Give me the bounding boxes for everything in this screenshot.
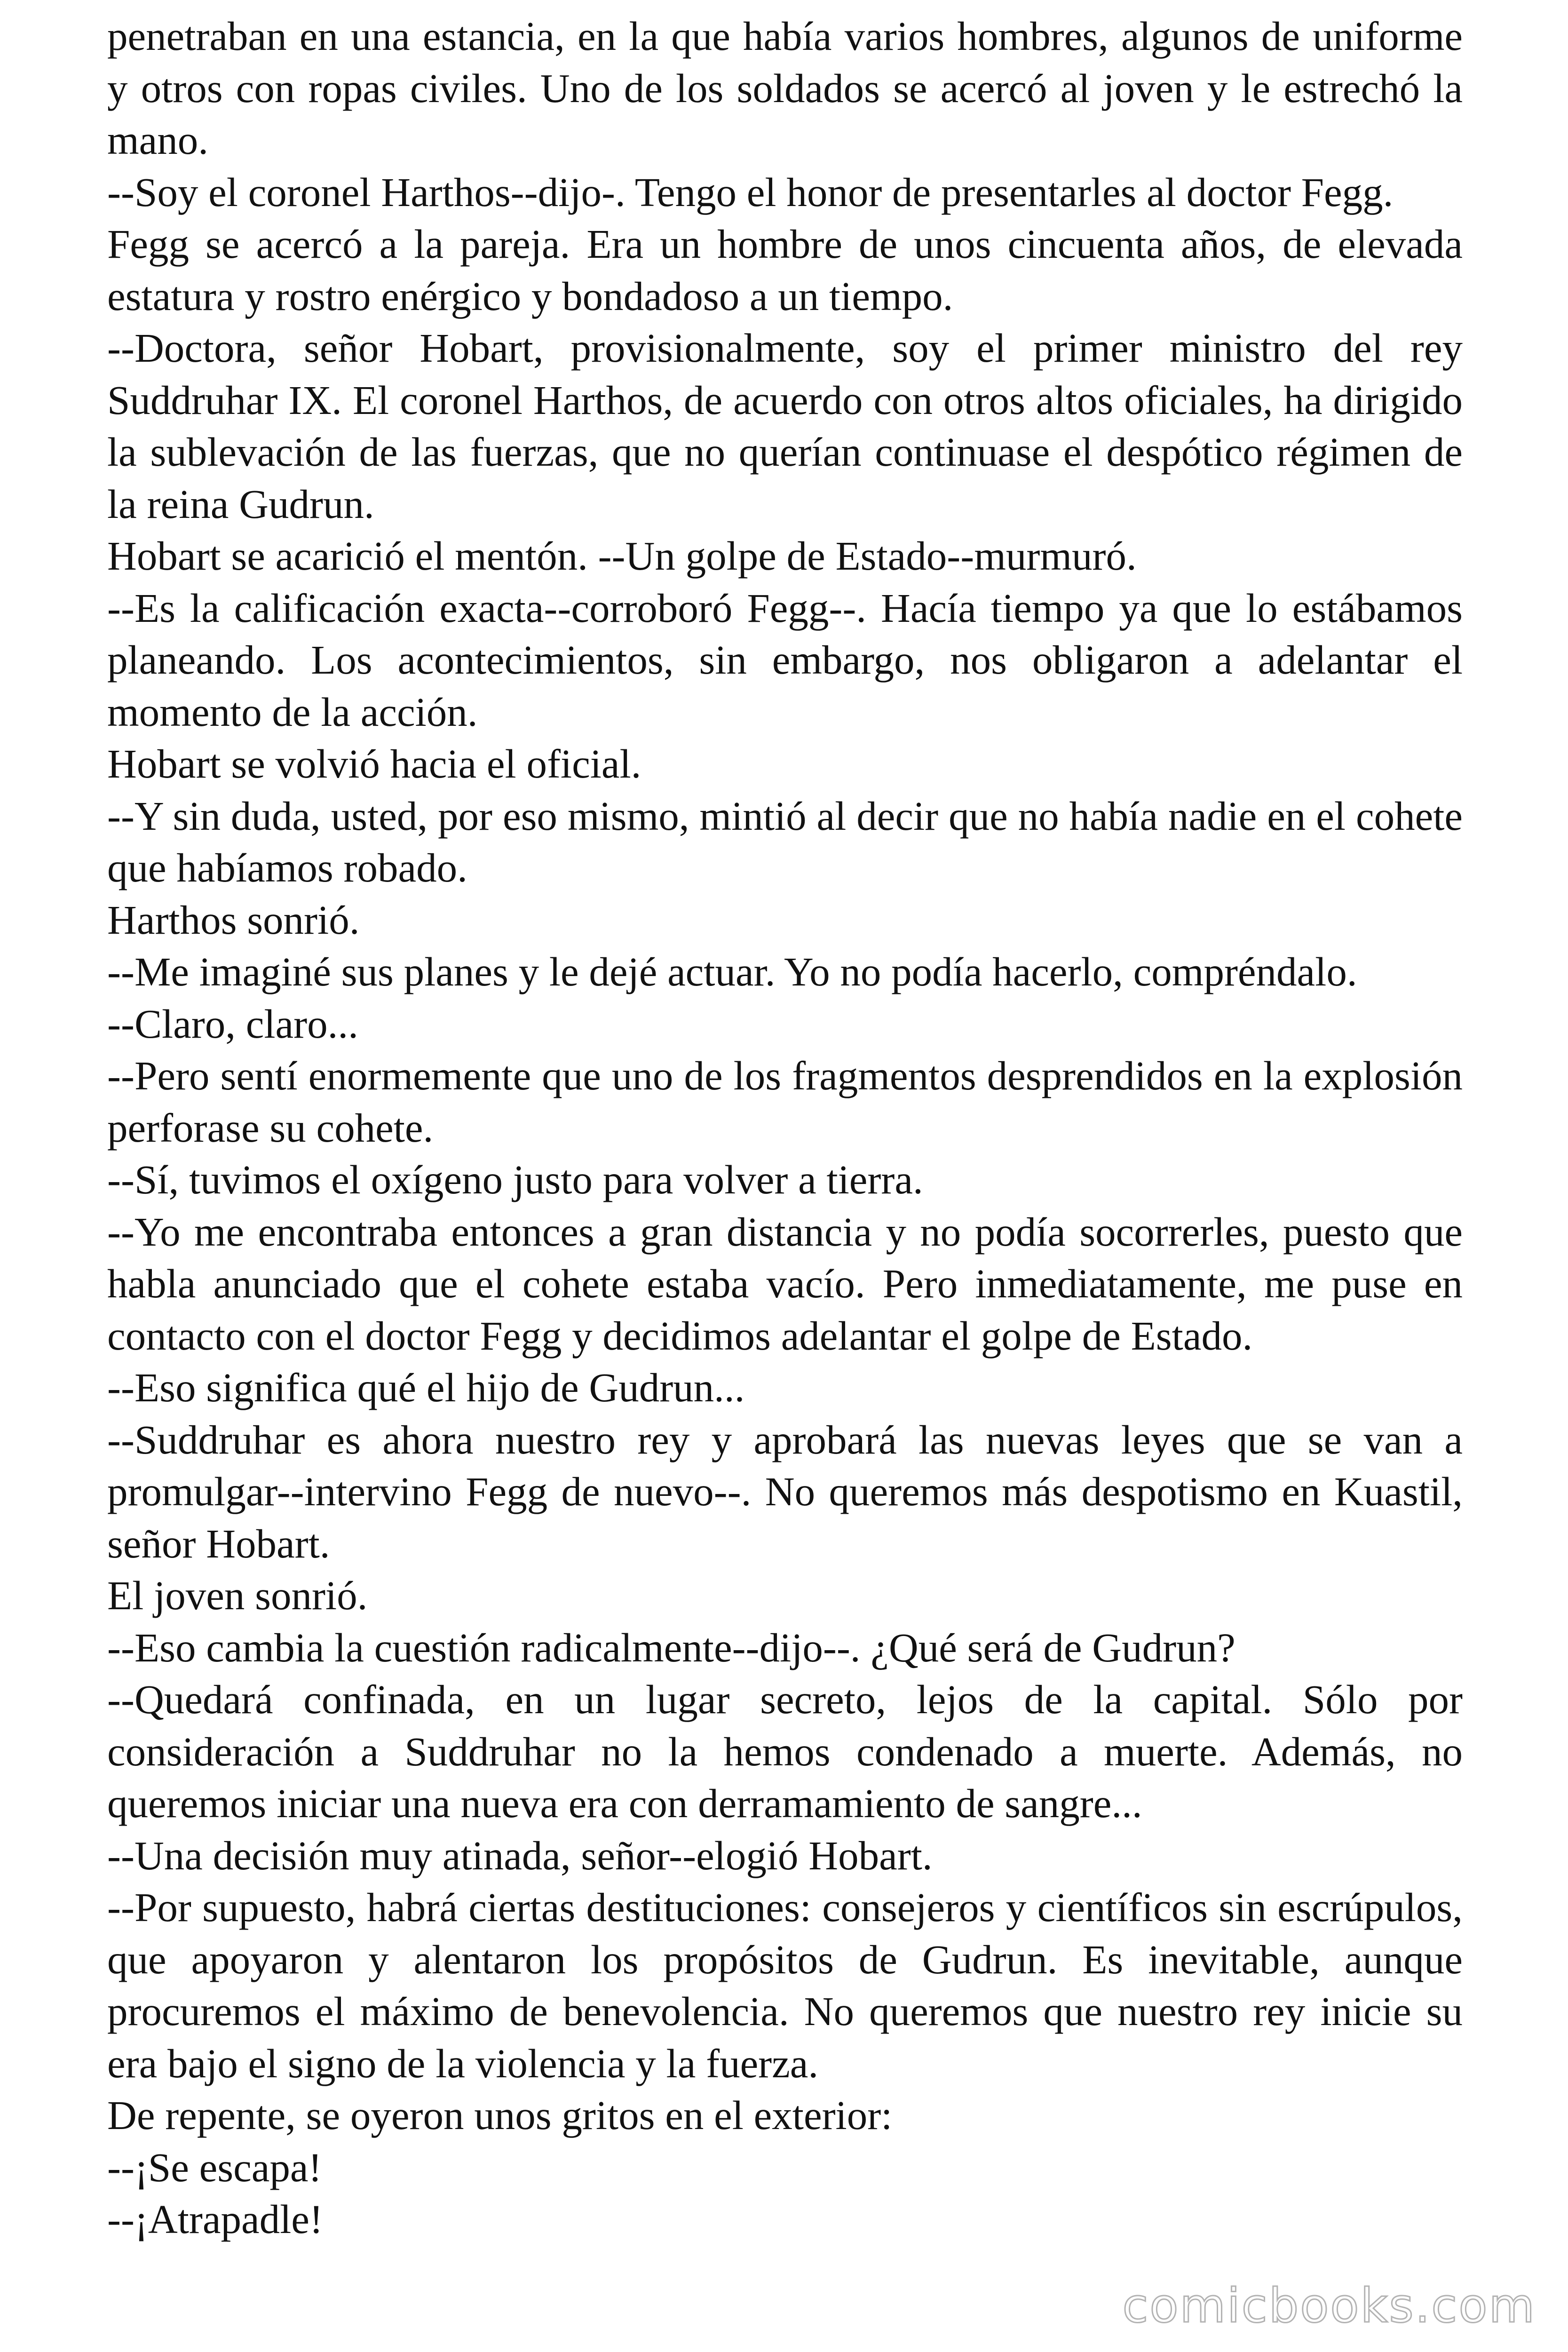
paragraph: --Y sin duda, usted, por eso mismo, mintió al decir que no había nadie en el cohete que habíamos robado. (107, 793, 1463, 890)
paragraph: --Es la calificación exacta--corroboró Fegg--. Hacía tiempo ya que lo estábamos planeando. Los acontecimientos, sin embargo, nos obligaron a adelantar el momento de la acción. (107, 585, 1463, 735)
paragraph: --Eso significa qué el hijo de Gudrun... (107, 1365, 745, 1410)
body-text (107, 10, 1463, 2246)
paragraph: --Yo me encontraba entonces a gran distancia y no podía socorrerles, puesto que habla anunciado que el cohete estaba vacío. Pero inmediatamente, me puse en contacto con el doctor Fegg y decidimos adelantar el golpe de Estado. (107, 1208, 1463, 1359)
paragraph: --Eso cambia la cuestión radicalmente--dijo--. ¿Qué será de Gudrun? (107, 1624, 1235, 1670)
paragraph: Fegg se acercó a la pareja. Era un hombre de unos cincuenta años, de elevada estatura y rostro enérgico y bondadoso a un tiempo. (107, 221, 1463, 319)
paragraph: Hobart se acarició el mentón. --Un golpe de Estado--murmuró. (107, 533, 1137, 579)
paragraph: --Por supuesto, habrá ciertas destituciones: consejeros y científicos sin escrúpulos, que apoyaron y alentaron los propósitos de Gudrun. Es inevitable, aunque procuremos el máximo de benevolencia. No queremos que nuestro rey inicie su era bajo el signo de la violencia y la fuerza. (107, 1884, 1463, 2086)
paragraph: --Doctora, señor Hobart, provisionalmente, soy el primer ministro del rey Suddruhar IX. El coronel Harthos, de acuerdo con otros altos oficiales, ha dirigido la sublevación de las fuerzas, que no querían continuase el despótico régimen de la reina Gudrun. (107, 325, 1463, 527)
paragraph: --Sí, tuvimos el oxígeno justo para volver a tierra. (107, 1157, 923, 1202)
paragraph: --Claro, claro... (107, 1001, 358, 1047)
paragraph: Harthos sonrió. (107, 897, 360, 943)
paragraph: El joven sonrió. (107, 1573, 368, 1618)
watermark-text: comicbooks.com (1122, 2278, 1536, 2333)
paragraph: --Suddruhar es ahora nuestro rey y aprobará las nuevas leyes que se van a promulgar--intervino Fegg de nuevo--. No queremos más despotismo en Kuastil, señor Hobart. (107, 1416, 1463, 1566)
paragraph: --Me imaginé sus planes y le dejé actuar. Yo no podía hacerlo, compréndalo. (107, 949, 1357, 994)
paragraph: --Soy el coronel Harthos--dijo-. Tengo el honor de presentarles al doctor Fegg. (107, 169, 1394, 215)
paragraph: --¡Atrapadle! (107, 2196, 323, 2242)
paragraph: De repente, se oyeron unos gritos en el exterior: (107, 2092, 893, 2138)
paragraph: --Una decisión muy atinada, señor--elogió Hobart. (107, 1832, 933, 1878)
paragraph: --¡Se escapa! (107, 2144, 322, 2190)
paragraph: Hobart se volvió hacia el oficial. (107, 741, 641, 787)
paragraph: --Quedará confinada, en un lugar secreto, lejos de la capital. Sólo por consideración a Suddruhar no la hemos condenado a muerte. Además, no queremos iniciar una nueva era con derramamiento de sangre... (107, 1677, 1463, 1826)
paragraph: penetraban en una estancia, en la que había varios hombres, algunos de uniforme y otros con ropas civiles. Uno de los soldados se acercó al joven y le estrechó la mano. (107, 13, 1463, 163)
paragraph: --Pero sentí enormemente que uno de los fragmentos desprendidos en la explosión perforase su cohete. (107, 1053, 1463, 1151)
